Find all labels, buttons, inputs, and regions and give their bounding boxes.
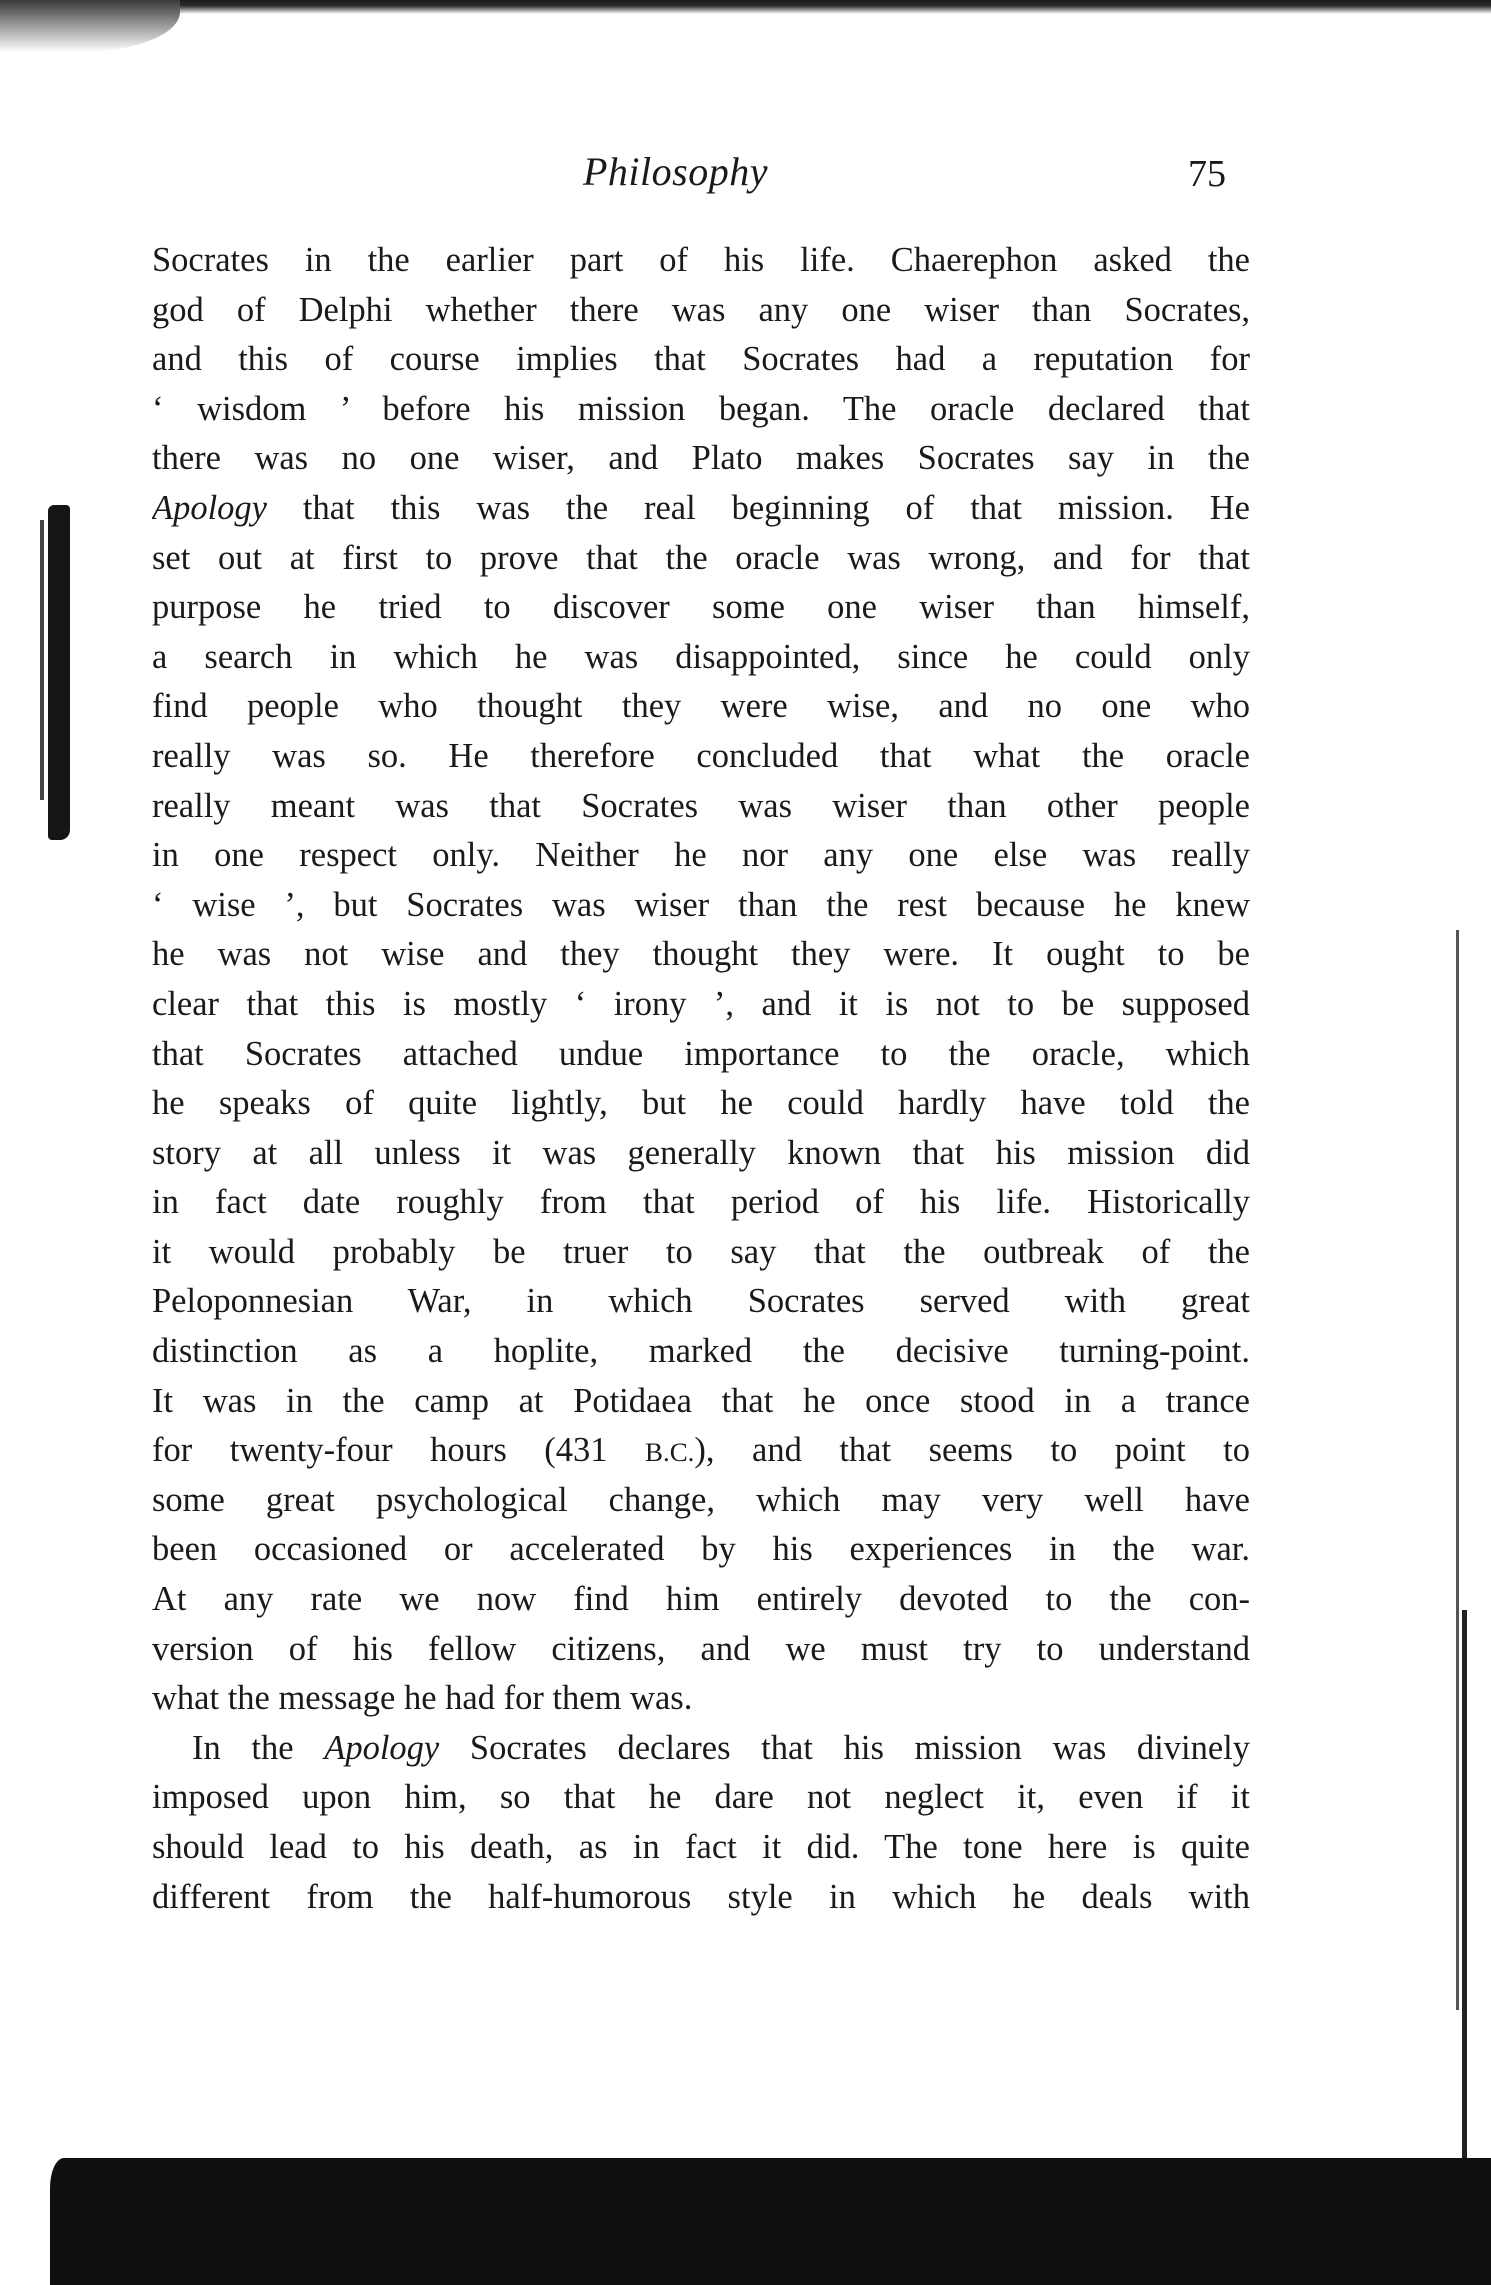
page-number: 75 [1188, 153, 1226, 195]
text-line: that Socrates attached undue importance to the oracle, which [152, 1034, 1250, 1073]
text-line: been occasioned or accelerated by his experiences in the war. [152, 1530, 1250, 1569]
text-line: Peloponnesian War, in which Socrates served with great [152, 1282, 1250, 1321]
text-line: different from the half-humorous style in which he deals with [152, 1877, 1250, 1916]
text-line: purpose he tried to discover some one wiser than himself, [152, 588, 1250, 627]
text-line: Apology that this was the real beginning of that mission. He [152, 488, 1250, 527]
text-line: it would probably be truer to say that the outbreak of the [152, 1232, 1250, 1271]
text-line: for twenty-four hours (431 B.C.), and that seems to point to [152, 1431, 1250, 1470]
scan-left-margin-mark [48, 505, 70, 840]
text-line: It was in the camp at Potidaea that he once stood in a trance [152, 1381, 1250, 1420]
text-line: ‘ wise ’, but Socrates was wiser than the rest because he knew [152, 885, 1250, 924]
text-line: in fact date roughly from that period of his life. Historically [152, 1183, 1250, 1222]
text-line: in one respect only. Neither he nor any one else was really [152, 836, 1250, 875]
text-line: some great psychological change, which may very well have [152, 1480, 1250, 1519]
scan-right-margin-edge [1462, 1610, 1467, 2250]
text-line: version of his fellow citizens, and we must try to understand [152, 1629, 1250, 1668]
scan-top-edge [0, 0, 1491, 14]
body-text [152, 236, 1250, 1922]
text-line: In the Apology Socrates declares that his mission was divinely [192, 1728, 1250, 1767]
text-line: there was no one wiser, and Plato makes Socrates say in the [152, 439, 1250, 478]
text-line: god of Delphi whether there was any one wiser than Socrates, [152, 290, 1250, 329]
text-line: clear that this is mostly ‘ irony ’, and it is not to be supposed [152, 984, 1250, 1023]
text-line: a search in which he was disappointed, since he could only [152, 637, 1250, 676]
text-line: find people who thought they were wise, and no one who [152, 687, 1250, 726]
text-line: he speaks of quite lightly, but he could hardly have told the [152, 1084, 1250, 1123]
text-line: ‘ wisdom ’ before his mission began. The oracle declared that [152, 389, 1250, 428]
text-line: and this of course implies that Socrates had a reputation for [152, 340, 1250, 379]
text-line: really meant was that Socrates was wiser than other people [152, 786, 1250, 825]
running-title: Philosophy [583, 149, 768, 194]
text-line: Socrates in the earlier part of his life. Chaerephon asked the [152, 241, 1250, 279]
italic-title: Apology [152, 488, 267, 527]
italic-title: Apology [324, 1728, 440, 1767]
text-line: story at all unless it was generally known that his mission did [152, 1133, 1250, 1172]
text-line: set out at first to prove that the oracle was wrong, and for that [152, 538, 1250, 577]
text-line: At any rate we now find him entirely devoted to the con- [152, 1580, 1250, 1619]
small-caps-era: B.C. [645, 1437, 695, 1468]
paragraph [152, 236, 1250, 1724]
text-line: he was not wise and they thought they were. It ought to be [152, 935, 1250, 974]
scan-bottom-band [50, 2158, 1491, 2285]
text-line: imposed upon him, so that he dare not neglect it, even if it [152, 1778, 1250, 1817]
scan-top-left-smudge [0, 0, 180, 52]
text-line: what the message he had for them was. [152, 1679, 693, 1718]
paragraph [152, 1724, 1250, 1922]
scan-right-margin-line [1456, 930, 1459, 2010]
text-line: should lead to his death, as in fact it did. The tone here is quite [152, 1828, 1250, 1866]
text-line: really was so. He therefore concluded that what the oracle [152, 736, 1250, 775]
scan-left-margin-line [40, 520, 44, 800]
running-head [0, 148, 1491, 208]
text-line: distinction as a hoplite, marked the decisive turning-point. [152, 1332, 1250, 1371]
